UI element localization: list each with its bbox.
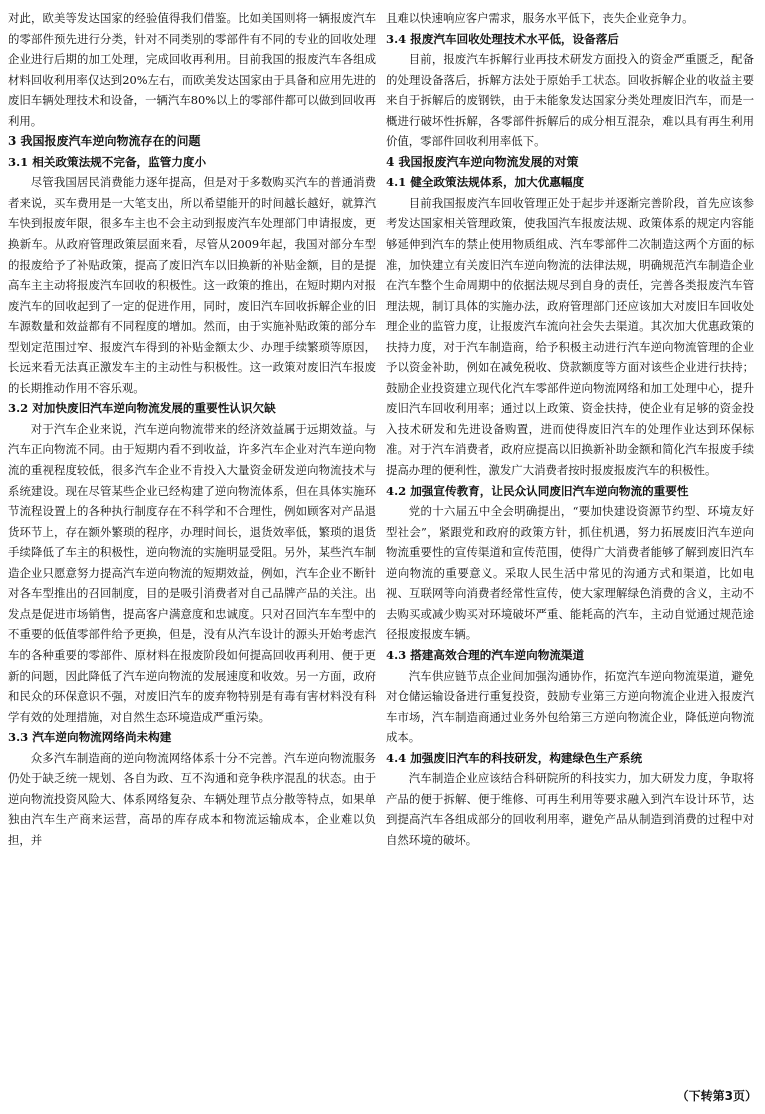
section-3-4-paragraph: 目前，报废汽车拆解行业再技术研发方面投入的资金严重匮乏，配备的处理设备落后，拆解方法处于原始手工状态。回收拆解企业的收益主要来自于拆解后的废钢铁，由于未能象发达国家分类处理废旧汽车，而是一概进行破坏性拆解，各零部件拆解后的成分相互混杂，难以具有再生利用价值，零部件回收利用率低下。	[386, 52, 754, 149]
section-3-3-paragraph: 众多汽车制造商的逆向物流网络体系十分不完善。汽车逆向物流服务仍处于缺乏统一规划、各自为政、互不沟通和竞争秩序混乱的状态。由于逆向物流投资风险大、体系网络复杂、车辆处理节点分散等特点，如果单独由汽车生产商来运营，高昂的库存成本和物流运输成本，企业难以负担，并	[8, 750, 376, 847]
intro-paragraph: 对此，欧美等发达国家的经验值得我们借鉴。比如美国则将一辆报废汽车的零部件预先进行分类，针对不同类别的零部件有不同的专业的回收处理企业进行后期的加工处理，完成回收再利用。目前我国的报废汽车各组成材料回收利用率仅达到20%左右，而欧美发达国家由于具备和应用先进的废旧车辆处理技术和设备，一辆汽车80%以上的零部件都可以做到回收再利用。	[8, 11, 376, 128]
section-4-4-heading: 4.4 加强废旧汽车的科技研发，构建绿色生产系统	[386, 750, 643, 765]
section-4-heading: 4 我国报废汽车逆向物流发展的对策	[386, 154, 579, 169]
continued-paragraph: 且难以快速响应客户需求，服务水平低下，丧失企业竞争力。	[386, 11, 694, 25]
section-3-1-paragraph: 尽管我国居民消费能力逐年提高，但是对于多数购买汽车的普通消费者来说，买车费用是一大笔支出，所以希望能开的时间越长越好，就算汽车快到报废年限，很多车主也不会主动到报废汽车处理部门申请报废，更换新车。从政府管理政策层面来看，尽管从2009年起，我国对部分车型的报废给予了补贴政策，提高了废旧汽车以旧换新的补贴金额，目的是提高车主主动将报废汽车回收的积极性。这一政策的推出，在短时期内对报废汽车的回收起到了一定的促进作用，同时，废旧汽车回收拆解企业的旧车源数量和效益都有不同程度的增加。然而，由于实施补贴政策的部分车型划定范围过窄、报废汽车得到的补贴金额太少、办理手续繁琐等原因，长远来看无法真正激发车主的主动性与积极性。这一政策对废旧汽车报废的长期推动作用不容乐观。	[8, 175, 376, 395]
section-3-heading: 3 我国报废汽车逆向物流存在的问题	[8, 134, 201, 149]
section-4-2-paragraph: 党的十六届五中全会明确提出，“要加快建设资源节约型、环境友好型社会”，紧跟党和政府的政策方针，抓住机遇，努力拓展废旧汽车逆向物流重要性的宣传渠道和宣传范围，使得广大消费者能够了解到废旧汽车逆向物流的重要意义。采取人民生活中常见的沟通方式和渠道，比如电视、互联网等向消费者经常性宣传，使大家理解绿色消费的含义，主动不去购买或减少购买对环境破坏严重、能耗高的汽车，主动自觉通过规范途径报废报废车辆。	[386, 504, 754, 642]
section-3-2-paragraph: 对于汽车企业来说，汽车逆向物流带来的经济效益属于远期效益。与汽车正向物流不同。由于短期内看不到收益，许多汽车企业对汽车逆向物流的重视程度较低，很多汽车企业不肯投入大量资金研发逆向物流技术与系统建设。现在尽管某些企业已经构建了逆向物流体系，但在具体实施环节流程设置上的各种执行制度存在不科学和不合理性，例如顾客对产品退货环节上，存在额外繁琐的程序，办理时间长，退货效率低，繁琐的退货手续降低了车主的积极性，逆向物流的实施明显受阻。另外，某些汽车制造企业只愿意努力提高汽车逆向物流的短期效益，例如，汽车企业不断针对各车型推出的召回制度，目的是吸引消费者对自己品牌产品的关注。出发点是促进市场销售，提高客户满意度和忠诚度。只对召回汽车车型中的不重要的低值零部件给予更换，但是，没有从汽车设计的源头开始考虑汽车的各种重要的零部件、原材料在报废阶段如何提高回收再利用、便于更新的问题，因此降低了汽车逆向物流的发展速度和收效。另一方面，政府和民众的环保意识不强，对废旧汽车的废弃物特别是有毒有害材料没有科学有效的处理措施，对自然生态环境造成严重污染。	[8, 421, 376, 724]
section-4-1-heading: 4.1 健全政策法规体系，加大优惠幅度	[386, 175, 585, 190]
section-4-4-paragraph: 汽车制造企业应该结合科研院所的科技实力，加大研发力度，争取将产品的便于拆解、便于维修、可再生利用等要求融入到汽车设计环节，达到提高汽车各组成部分的回收利用率，避免产品从制造到消费的过程中对自然环境的破坏。	[386, 771, 754, 847]
left-column	[8, 8, 376, 1114]
section-4-1-paragraph: 目前我国报废汽车回收管理正处于起步并逐渐完善阶段，首先应该参考发达国家相关管理政策，使我国汽车报废法规、政策体系的规定内容能够延伸到汽车的禁止使用物质组成、汽车零部件二次制造这两个方面的标准，加快建立有关废旧汽车逆向物流的法律法规，明确规范汽车制造企业在汽车整个生命周期中的依据法规尽到自身的责任，完善各类报废汽车管理法规，制订具体的实施办法，政府管理部门还应该加大对废旧车回收处理企业的监管力度，让报废汽车流向社会失去渠道。其次加大优惠政策的扶持力度，对于汽车制造商，给予积极主动进行汽车逆向物流管理的企业予以资金补助，例如在减免税收、贷款额度等方面对该些企业进行扶持；鼓励企业投资建立现代化汽车零部件逆向物流网络和加工处理中心，提升废旧汽车回收利用率；通过以上政策、资金扶持，使企业有足够的资金投入技术研发和先进设备购置，进而使得废旧汽车的处理作业达到环保标准。对于汽车消费者，政府应提高以旧换新补助金额和简化汽车报废手续提高办理的便利性，激发广大消费者按时报废报废汽车的积极性。	[386, 195, 754, 478]
continued-on-page-note: （下转第3页）	[676, 1089, 757, 1103]
section-3-2-heading: 3.2 对加快废旧汽车逆向物流发展的重要性认识欠缺	[8, 401, 276, 416]
right-column	[386, 8, 754, 1114]
section-4-2-heading: 4.2 加强宣传教育，让民众认同废旧汽车逆向物流的重要性	[386, 483, 689, 498]
section-3-3-heading: 3.3 汽车逆向物流网络尚未构建	[8, 730, 172, 745]
section-4-3-paragraph: 汽车供应链节点企业间加强沟通协作，拓宽汽车逆向物流渠道，避免对仓储运输设备进行重复投资，鼓励专业第三方逆向物流企业进入报废汽车市场，汽车制造商通过业务外包给第三方逆向物流企业，降低逆向物流成本。	[386, 668, 754, 745]
section-3-1-heading: 3.1 相关政策法规不完备，监管力度小	[8, 154, 207, 169]
section-4-3-heading: 4.3 搭建高效合理的汽车逆向物流渠道	[386, 647, 585, 662]
section-3-4-heading: 3.4 报废汽车回收处理技术水平低，设备落后	[386, 31, 619, 46]
